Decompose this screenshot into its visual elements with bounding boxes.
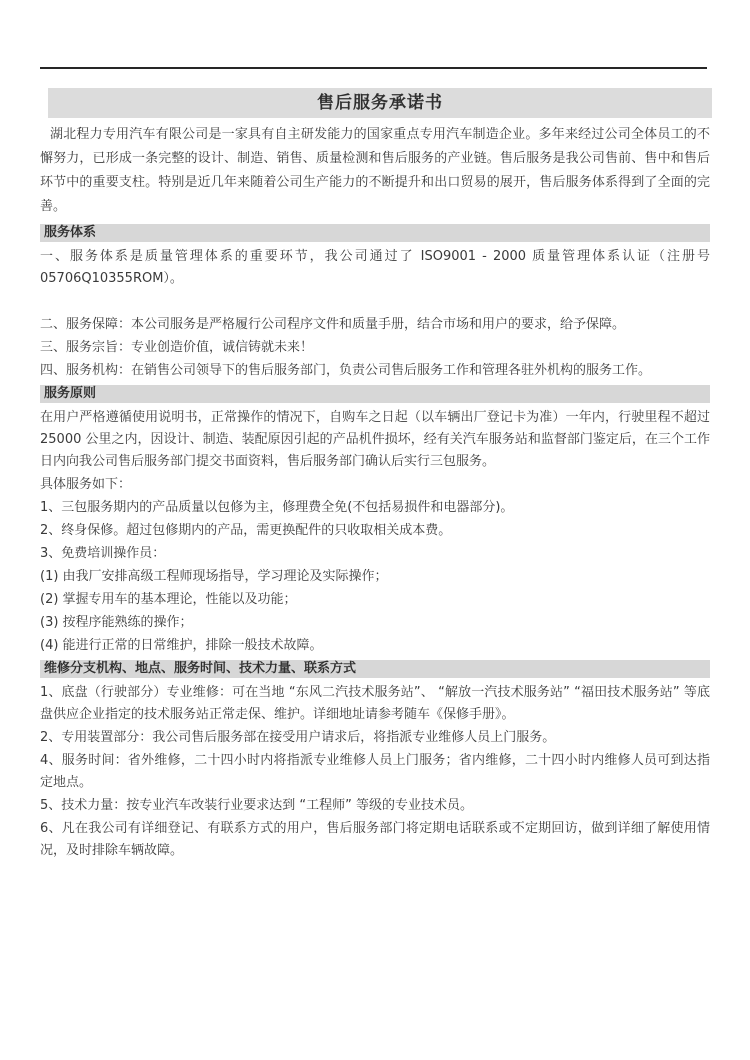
intro-paragraph: 湖北程力专用汽车有限公司是一家具有自主研发能力的国家重点专用汽车制造企业。多年来经过公司全体员工的不懈努力，已形成一条完整的设计、制造、销售、质量检测和售后服务的产业链。售后服务是我公司售前、售中和售后环节中的重要支柱。特别是近几年来随着公司生产能力的不断提升和出口贸易的展开，售后服务体系得到了全面的完善。 bbox=[40, 127, 710, 214]
paragraph: 一、服务体系是质量管理体系的重要环节，我公司通过了 ISO9001 - 2000 质量管理体系认证（注册号 05706Q10355ROM）。 bbox=[40, 249, 710, 286]
section-service-principles bbox=[40, 385, 710, 657]
paragraph: (4) 能进行正常的日常维护，排除一般技术故障。 bbox=[40, 638, 323, 653]
paragraph: 四、服务机构：在销售公司领导下的售后服务部门，负责公司售后服务工作和管理各驻外机构的服务工作。 bbox=[40, 363, 652, 378]
section-service-system bbox=[40, 224, 710, 382]
section-repair-branches bbox=[40, 660, 710, 862]
paragraph: 2、专用装置部分：我公司售后服务部在接受用户请求后，将指派专业维修人员上门服务。 bbox=[40, 730, 556, 745]
paragraph: 三、服务宗旨：专业创造价值，诚信铸就未来！ bbox=[40, 340, 314, 355]
paragraph: 1、底盘（行驶部分）专业维修：可在当地 “东风二汽技术服务站”、 “解放一汽技术服务站” “福田技术服务站” 等底盘供应企业指定的技术服务站正常走保、维护。详细地址请参考随车《保修手册》。 bbox=[40, 685, 710, 722]
section-heading-service-principles: 服务原则 bbox=[40, 385, 710, 403]
paragraph: 4、服务时间：省外维修，二十四小时内将指派专业维修人员上门服务；省内维修，二十四小时内维修人员可到达指定地点。 bbox=[40, 753, 710, 790]
paragraph: 在用户严格遵循使用说明书，正常操作的情况下，自购车之日起（以车辆出厂登记卡为准）一年内，行驶里程不超过 25000 公里之内，因设计、制造、装配原因引起的产品机件损坏，经有关汽车服务站和监督部门鉴定后，在三个工作日内向我公司售后服务部门提交书面资料，售后服务部门确认后实行三包服务。 bbox=[40, 410, 710, 469]
top-divider bbox=[40, 67, 707, 69]
section-heading-service-system: 服务体系 bbox=[40, 224, 710, 242]
section-heading-repair-branches: 维修分支机构、地点、服务时间、技术力量、联系方式 bbox=[40, 660, 710, 678]
paragraph: (2) 掌握专用车的基本理论，性能以及功能； bbox=[40, 592, 297, 607]
paragraph: 二、服务保障：本公司服务是严格履行公司程序文件和质量手册，结合市场和用户的要求，给予保障。 bbox=[40, 317, 626, 332]
paragraph: 6、凡在我公司有详细登记、有联系方式的用户，售后服务部门将定期电话联系或不定期回访，做到详细了解使用情况，及时排除车辆故障。 bbox=[40, 821, 710, 858]
paragraph: (1) 由我厂安排高级工程师现场指导，学习理论及实际操作； bbox=[40, 569, 388, 584]
paragraph: 2、终身保修。超过包修期内的产品，需更换配件的只收取相关成本费。 bbox=[40, 523, 452, 538]
paragraph: 5、技术力量：按专业汽车改装行业要求达到 “工程师” 等级的专业技术员。 bbox=[40, 798, 474, 813]
paragraph: (3) 按程序能熟练的操作； bbox=[40, 615, 193, 630]
document-body bbox=[40, 123, 710, 863]
blank-line bbox=[40, 291, 710, 313]
paragraph: 3、免费培训操作员： bbox=[40, 546, 166, 561]
paragraph: 1、三包服务期内的产品质量以包修为主，修理费全免(不包括易损件和电器部分)。 bbox=[40, 500, 514, 515]
paragraph: 具体服务如下： bbox=[40, 477, 132, 492]
document-title: 售后服务承诺书 bbox=[48, 88, 712, 118]
